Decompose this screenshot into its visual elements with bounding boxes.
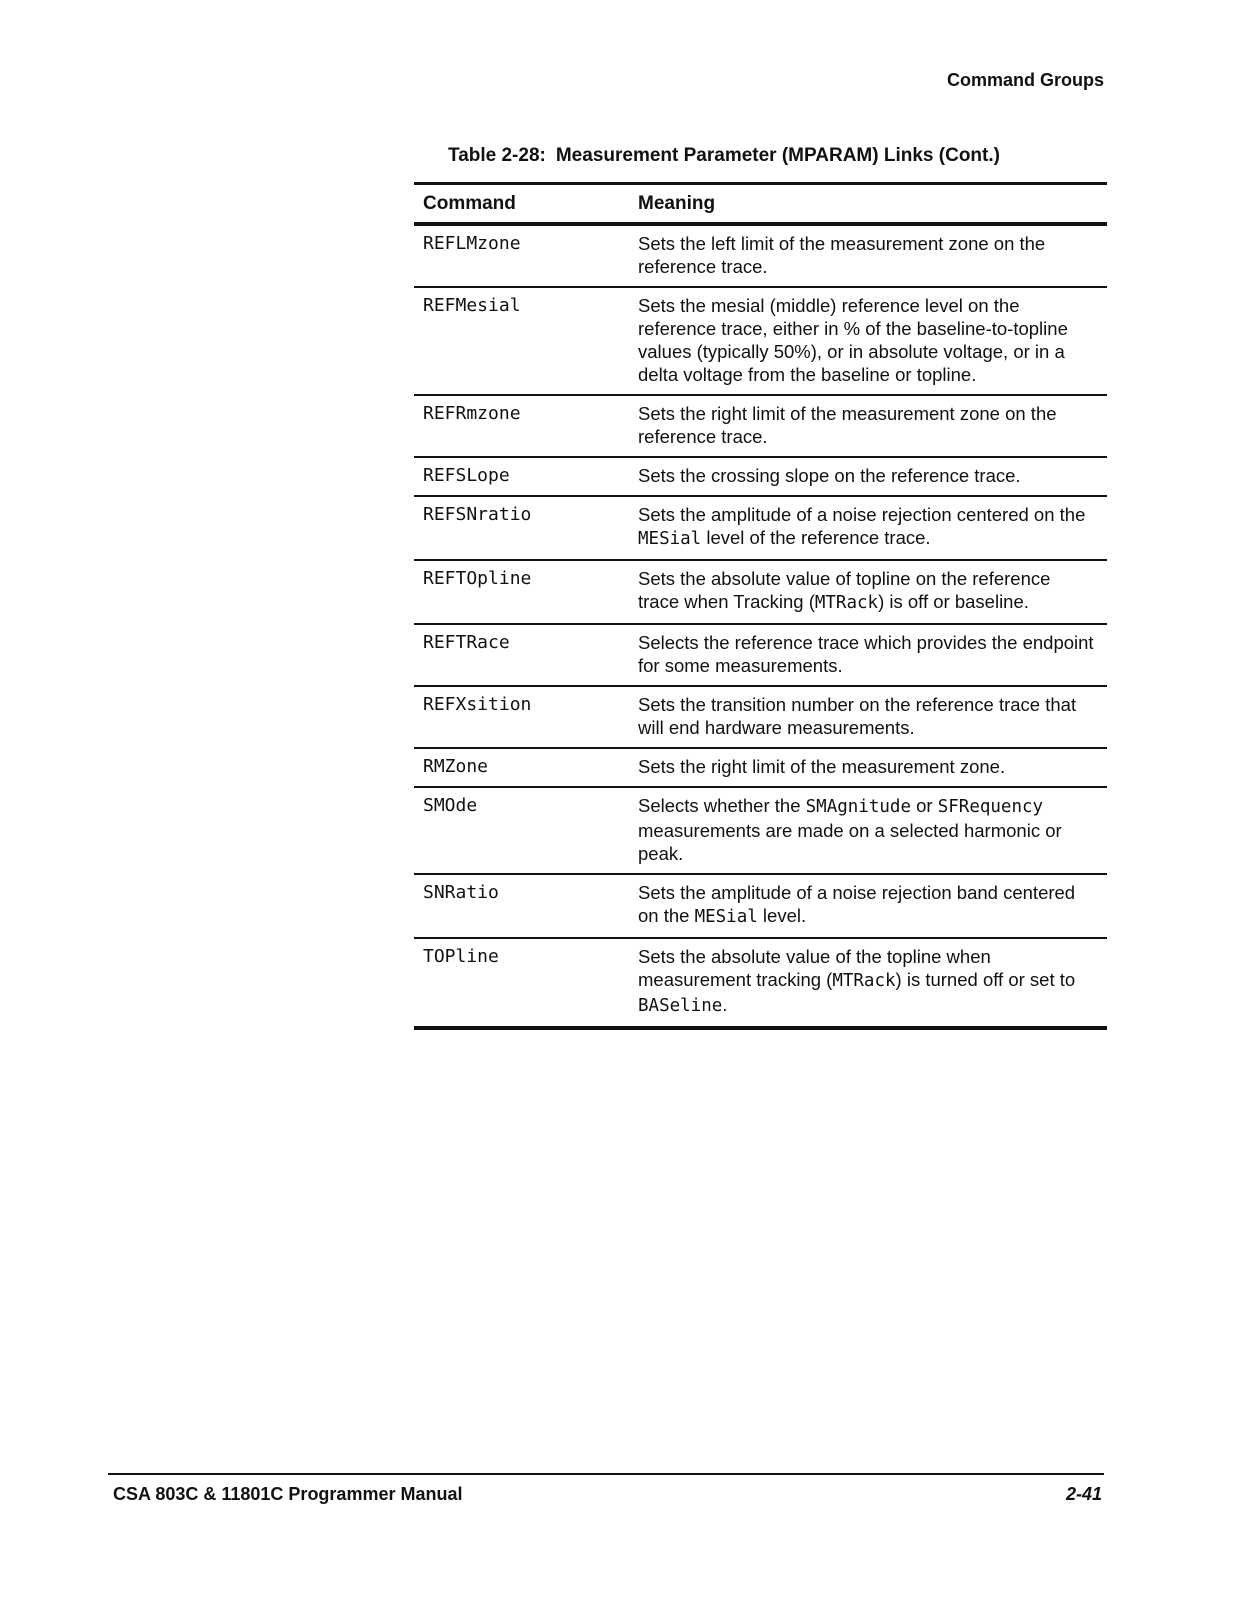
meaning-text: Sets the mesial (middle) reference level on the reference trace, either in % of the baseline-to-topline values (typically 50%), or in absolute voltage, or in a delta voltage from the baseline or topline. [638, 295, 1068, 385]
meaning-text: Sets the right limit of the measurement zone. [638, 756, 1006, 777]
table-row [414, 938, 1107, 1028]
inline-command-code: MTRack [814, 593, 879, 613]
footer-rule [108, 1473, 1104, 1475]
inline-command-code: MESial [638, 529, 702, 549]
table-row [414, 496, 1107, 560]
table-row [414, 624, 1107, 686]
mparam-links-table [414, 182, 1107, 1030]
column-header-command: Command [414, 184, 629, 225]
meaning-text: ) is off or baseline. [878, 591, 1029, 612]
command-cell: REFSLope [414, 457, 629, 496]
meaning-text: or [910, 795, 938, 816]
inline-command-code: MTRack [832, 971, 896, 991]
meaning-cell [629, 686, 1107, 748]
meaning-cell [629, 287, 1107, 395]
meaning-text: Sets the left limit of the measurement zone on the reference trace. [638, 233, 1046, 277]
meaning-text: level of the reference trace. [701, 527, 931, 548]
meaning-text: Sets the right limit of the measurement zone on the reference trace. [638, 403, 1057, 447]
meaning-text: ) is turned off or set to [895, 969, 1076, 990]
meaning-cell [629, 496, 1107, 560]
command-cell: REFLMzone [414, 224, 629, 287]
table-caption-label: Table 2-28: [448, 145, 546, 166]
meaning-cell [629, 624, 1107, 686]
table-row [414, 457, 1107, 496]
command-cell: SMOde [414, 787, 629, 874]
meaning-text: measurements are made on a selected harmonic or peak. [638, 820, 1062, 864]
meaning-text: Sets the amplitude of a noise rejection band centered on the [638, 882, 1076, 926]
meaning-text: Selects whether the [638, 795, 806, 816]
mparam-links-table-container [414, 182, 1107, 1030]
table-row [414, 287, 1107, 395]
table-body [414, 224, 1107, 1028]
meaning-cell [629, 938, 1107, 1028]
meaning-cell [629, 874, 1107, 938]
footer-page-number: 2-41 [1065, 1484, 1102, 1504]
meaning-text: Sets the amplitude of a noise rejection centered on the [638, 504, 1086, 525]
footer-manual-title: CSA 803C & 11801C Programmer Manual [113, 1484, 463, 1504]
command-cell: SNRatio [414, 874, 629, 938]
table-row [414, 787, 1107, 874]
column-header-meaning: Meaning [629, 184, 1107, 225]
meaning-text: Sets the transition number on the reference trace that will end hardware measurements. [638, 694, 1077, 738]
table-row [414, 686, 1107, 748]
table-caption-title: Measurement Parameter (MPARAM) Links (Cont.) [555, 145, 1000, 166]
running-header: Command Groups [946, 70, 1104, 90]
meaning-cell [629, 224, 1107, 287]
meaning-text: Sets the crossing slope on the reference trace. [638, 465, 1021, 486]
meaning-cell [629, 787, 1107, 874]
table-row [414, 224, 1107, 287]
command-cell: TOPline [423, 946, 499, 967]
command-cell: REFTRace [414, 624, 629, 686]
meaning-text: . [722, 994, 728, 1015]
meaning-text: Sets the absolute value of the topline when measurement tracking ( [638, 946, 991, 990]
meaning-cell [629, 457, 1107, 496]
table-row [414, 874, 1107, 938]
meaning-text: level. [757, 905, 807, 926]
table-header-row [414, 184, 1107, 225]
table-caption [448, 145, 1000, 167]
meaning-text: Selects the reference trace which provides the endpoint for some measurements. [638, 632, 1094, 676]
command-cell: REFTOpline [414, 560, 629, 624]
table-row [414, 395, 1107, 457]
inline-command-code: SMAgnitude [805, 797, 911, 817]
table-row [414, 560, 1107, 624]
meaning-text: Sets the absolute value of topline on the reference trace when Tracking ( [638, 568, 1051, 612]
inline-command-code: SFRequency [937, 797, 1044, 817]
inline-command-code: MESial [694, 907, 758, 927]
table-row [414, 748, 1107, 787]
inline-command-code: BASeline [638, 996, 723, 1016]
command-cell: REFMesial [414, 287, 629, 395]
meaning-cell [629, 560, 1107, 624]
command-cell: REFRmzone [414, 395, 629, 457]
command-cell: RMZone [414, 748, 629, 787]
meaning-cell [629, 395, 1107, 457]
meaning-cell [629, 748, 1107, 787]
command-cell: REFXsition [414, 686, 629, 748]
command-cell: REFSNratio [414, 496, 629, 560]
